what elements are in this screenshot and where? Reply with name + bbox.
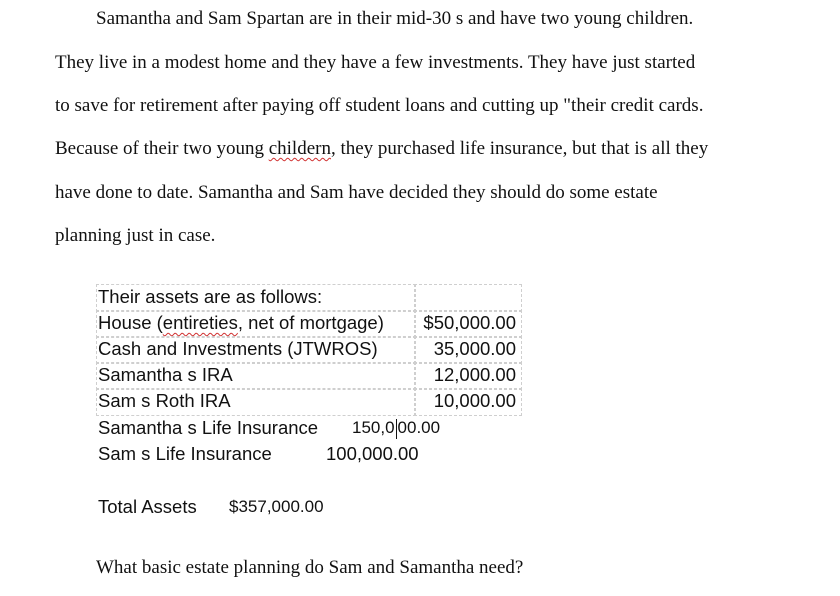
- question-text: What basic estate planning do Sam and Samantha need?: [96, 557, 524, 578]
- samantha-ira-label: Samantha s IRA: [98, 364, 233, 385]
- total-label: Total Assets: [98, 496, 197, 517]
- house-label-end: , net of mortgage): [237, 312, 384, 333]
- paragraph-line-4: [55, 138, 708, 160]
- sam-roth-label: Sam s Roth IRA: [98, 390, 231, 411]
- paragraph-line-5: have done to date. Samantha and Sam have decided they should do some estate: [55, 182, 658, 203]
- house-label: [98, 310, 384, 336]
- paragraph-line-2: They live in a modest home and they have a few investments. They have just started: [55, 52, 696, 73]
- paragraph-line-4-end: , they purchased life insurance, but that is all they: [330, 138, 709, 159]
- cash-label: Cash and Investments (JTWROS): [98, 338, 378, 359]
- samantha-life-label: Samantha s Life Insurance: [98, 417, 319, 438]
- house-value: $50,000.00: [423, 312, 516, 333]
- table-cell-border: [414, 284, 522, 312]
- cash-value: 35,000.00: [433, 338, 516, 359]
- sam-roth-value: 10,000.00: [433, 390, 516, 411]
- assets-heading: Their assets are as follows:: [98, 286, 323, 307]
- spelling-error-childern[interactable]: childern: [268, 138, 331, 159]
- paragraph-line-6: planning just in case.: [55, 225, 216, 246]
- paragraph-line-4-start: Because of their two young: [55, 138, 269, 159]
- samantha-ira-value: 12,000.00: [433, 364, 516, 385]
- sam-life-label: Sam s Life Insurance: [98, 443, 272, 464]
- sam-life-value: 100,000.00: [326, 443, 419, 464]
- spelling-error-entireties[interactable]: entireties: [162, 312, 238, 333]
- paragraph-line-3: to save for retirement after paying off student loans and cutting up "their credit cards.: [55, 95, 704, 116]
- text-cursor: [396, 419, 397, 439]
- paragraph-line-1: Samantha and Sam Spartan are in their mid-30 s and have two young children.: [96, 8, 694, 29]
- samantha-life-value-start: 150,0: [352, 418, 395, 437]
- total-value: $357,000.00: [229, 497, 324, 516]
- samantha-life-value: [352, 415, 440, 441]
- samantha-life-value-end: 00.00: [397, 418, 441, 437]
- house-label-start: House (: [98, 312, 163, 333]
